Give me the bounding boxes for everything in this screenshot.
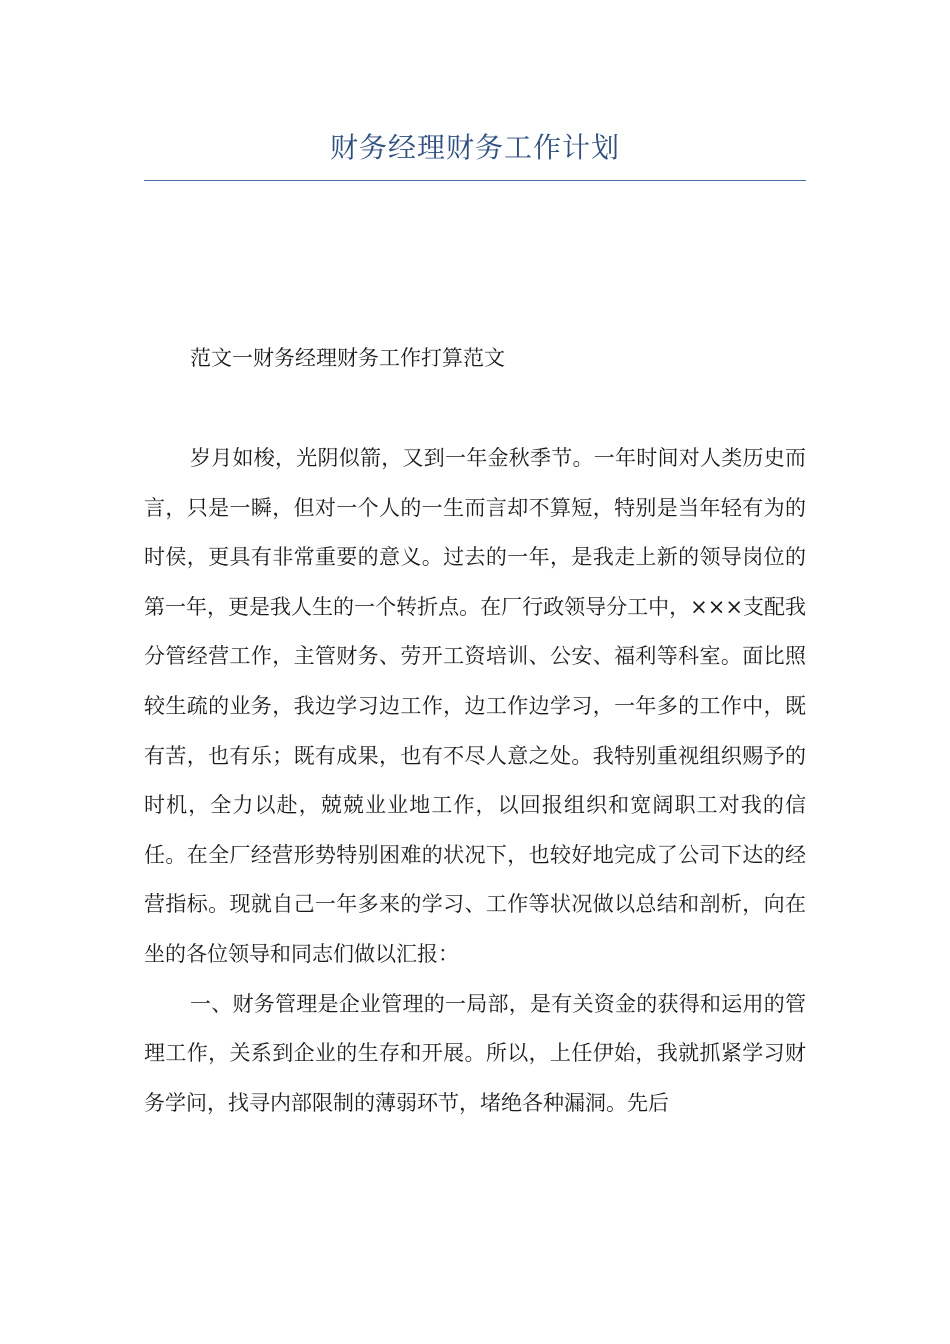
title-underline bbox=[144, 180, 806, 181]
body-paragraph: 一、财务管理是企业管理的一局部，是有关资金的获得和运用的管理工作，关系到企业的生存和开展。所以，上任伊始，我就抓紧学习财务学问，找寻内部限制的薄弱环节，堵绝各种漏洞。先后 bbox=[144, 991, 806, 1115]
document-body bbox=[144, 434, 806, 1128]
body-paragraph: 岁月如梭，光阴似箭，又到一年金秋季节。一年时间对人类历史而言，只是一瞬，但对一个人的一生而言却不算短，特别是当年轻有为的时侯，更具有非常重要的意义。过去的一年，是我走上新的领导岗位的第一年，更是我人生的一个转折点。在厂行政领导分工中，×××支配我分管经营工作，主管财务、劳开工资培训、公安、福利等科室。面比照较生疏的业务，我边学习边工作，边工作边学习，一年多的工作中，既有苦，也有乐；既有成果，也有不尽人意之处。我特别重视组织赐予的时机，全力以赴，兢兢业业地工作，以回报组织和宽阔职工对我的信任。在全厂经营形势特别困难的状况下，也较好地完成了公司下达的经营指标。现就自己一年多来的学习、工作等状况做以总结和剖析，向在坐的各位领导和同志们做以汇报： bbox=[144, 446, 806, 966]
section-subheading: 范文一财务经理财务工作打算范文 bbox=[190, 346, 505, 370]
document-title: 财务经理财务工作计划 bbox=[329, 131, 620, 164]
